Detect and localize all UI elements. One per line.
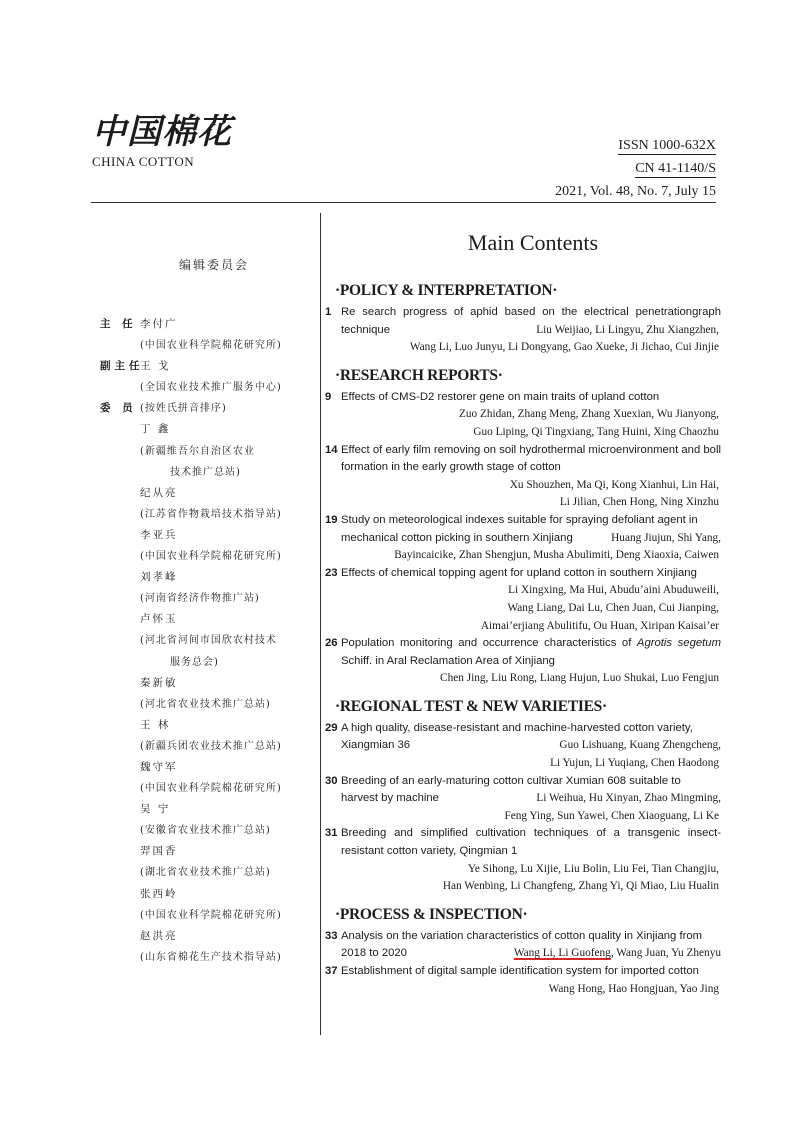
section-heading: ·PROCESS & INSPECTION·	[335, 905, 528, 923]
board-row	[100, 441, 310, 462]
board-row	[100, 546, 310, 567]
board-role	[100, 546, 140, 567]
board-row	[100, 504, 310, 525]
article-title: Breeding of an early-maturing cotton cultivar Xumian 608 suitable to	[341, 774, 681, 787]
article-title: Population monitoring and occurrence characteristics of Agrotis segetum Schiff. in Aral Reclamation Area of Xinjiang	[341, 637, 721, 667]
toc-entry[interactable]	[325, 304, 721, 357]
highlighted-authors: Wang Li, Li Guofeng	[513, 947, 611, 960]
page-number: 33	[325, 929, 338, 942]
board-member: 赵洪亮	[140, 929, 178, 942]
article-authors: Bayincaicike, Zhan Shengjun, Musha Abulimiti, Deng Xiaoxia, Caiwen	[394, 549, 719, 562]
toc-entry[interactable]	[325, 565, 721, 635]
board-row	[100, 630, 310, 651]
board-affiliation: (中国农业科学院棉花研究所)	[140, 783, 282, 795]
article-title: Effects of chemical topping agent for upland cotton in southern Xinjiang	[341, 566, 697, 579]
article-title: Effects of CMS-D2 restorer gene on main traits of upland cotton	[341, 390, 660, 403]
board-role	[100, 673, 140, 694]
board-member: 李付广	[140, 318, 178, 330]
toc-entry[interactable]	[325, 773, 721, 826]
toc-entry[interactable]	[325, 442, 721, 512]
board-member: 纪从亮	[140, 486, 178, 499]
board-affiliation: 技术推广总站)	[170, 466, 241, 478]
article-title: A high quality, disease-resistant and machine-harvested cotton variety,	[341, 721, 693, 734]
contents-title: Main Contents	[467, 230, 599, 255]
article-authors: Feng Ying, Sun Yawei, Chen Xiaoguang, Li Ke	[504, 809, 719, 822]
article-authors: Liu Weijiao, Li Lingyu, Zhu Xiangzhen,	[536, 323, 719, 336]
board-role	[100, 609, 140, 630]
board-role	[100, 588, 140, 609]
board-row	[100, 736, 310, 757]
board-row	[100, 483, 310, 504]
board-member: 丁 鑫	[140, 423, 171, 436]
article-authors: Wang Li, Luo Junyu, Li Dongyang, Gao Xueke, Ji Jichao, Cui Jinjie	[409, 341, 719, 354]
board-row	[100, 525, 310, 546]
board-list	[100, 314, 310, 968]
board-role	[100, 715, 140, 736]
board-affiliation: (中国农业科学院棉花研究所)	[140, 551, 282, 563]
board-row	[100, 673, 310, 694]
board-role	[100, 377, 140, 398]
article-authors: Chen Jing, Liu Rong, Liang Hujun, Luo Shukai, Luo Fengjun	[440, 672, 719, 685]
journal-identifiers	[555, 134, 716, 203]
board-role	[100, 905, 140, 926]
page-number: 14	[325, 443, 338, 456]
board-role: 委 员	[100, 402, 137, 415]
article-authors: Guo Liping, Qi Tingxiang, Tang Huini, Xing Chaozhu	[473, 425, 719, 438]
board-row	[100, 314, 310, 335]
board-role	[100, 504, 140, 525]
board-row	[100, 799, 310, 820]
board-row	[100, 757, 310, 778]
article-title: Study on meteorological indexes suitable for spraying defoliant agent in	[341, 513, 698, 526]
board-member: 刘孝峰	[140, 571, 178, 584]
toc-entry[interactable]	[325, 963, 721, 998]
page-number: 30	[325, 774, 338, 787]
article-title: Establishment of digital sample identification system for imported cotton	[341, 965, 699, 977]
board-member: 秦新敏	[140, 676, 178, 689]
board-affiliation: (新疆维吾尔自治区农业	[140, 445, 255, 457]
board-role	[100, 799, 140, 820]
board-row	[100, 715, 310, 736]
editorial-board	[100, 256, 310, 968]
board-affiliation: (安徽省农业技术推广总站)	[140, 825, 271, 837]
article-title-cont: Xiangmian 36 Guo Lishuang, Kuang Zhengcheng,	[325, 737, 721, 755]
board-role	[100, 567, 140, 588]
board-member: 李亚兵	[140, 528, 178, 541]
article-title: Breeding and simplified cultivation techniques of a transgenic insect-resistant cotton variety, Qingmian 1	[341, 827, 721, 858]
board-row	[100, 926, 310, 947]
board-affiliation: (中国农业科学院棉花研究所)	[140, 909, 282, 921]
section-heading: ·REGIONAL TEST & NEW VARIETIES·	[335, 697, 607, 715]
board-role	[100, 694, 140, 715]
article-authors: Zuo Zhidan, Zhang Meng, Zhang Xuexian, Wu Jianyong,	[458, 408, 719, 421]
board-affiliation: (中国农业科学院棉花研究所)	[140, 340, 282, 352]
board-member: 魏守军	[140, 760, 178, 773]
article-title: Re search progress of aphid based on the electrical penetrationgraph technique	[341, 306, 721, 336]
page-number: 31	[325, 827, 338, 840]
board-affiliation: (河北省农业技术推广总站)	[140, 698, 271, 710]
article-authors: Li Yujun, Li Yuqiang, Chen Haodong	[550, 757, 719, 770]
board-member: 卢怀玉	[140, 613, 178, 626]
main-contents	[325, 230, 721, 998]
board-role	[100, 862, 140, 883]
board-row	[100, 778, 310, 799]
board-row	[100, 356, 310, 377]
section-heading: ·POLICY & INTERPRETATION·	[335, 282, 558, 299]
article-authors: Guo Lishuang, Kuang Zhengcheng,	[559, 739, 721, 752]
board-member: 羿国香	[140, 845, 178, 858]
toc-entry[interactable]	[325, 389, 721, 442]
issue-info: 2021, Vol. 48, No. 7, July 15	[555, 184, 716, 199]
article-authors: Han Wenbing, Li Changfeng, Zhang Yi, Qi Miao, Liu Hualin	[442, 880, 719, 893]
board-affiliation: (按姓氏拼音排序)	[140, 403, 227, 415]
board-affiliation: (山东省棉花生产技术指导站)	[140, 951, 282, 963]
board-role: 副主任	[100, 360, 144, 373]
board-row	[100, 462, 310, 483]
header-divider	[91, 202, 716, 203]
board-title: 编辑委员会	[178, 258, 249, 272]
board-role	[100, 652, 140, 673]
board-role	[100, 525, 140, 546]
board-role	[100, 820, 140, 841]
board-affiliation: (湖北省农业技术推广总站)	[140, 867, 271, 879]
board-member: 王 林	[140, 718, 171, 731]
article-authors: Wang Hong, Hao Hongjuan, Yao Jing	[548, 982, 719, 995]
board-affiliation: (江苏省作物栽培技术指导站)	[140, 508, 282, 520]
board-affiliation: (河南省经济作物推广站)	[140, 593, 260, 605]
species-name: Agrotis segetum	[636, 637, 721, 650]
board-row	[100, 841, 310, 862]
board-row	[100, 884, 310, 905]
board-affiliation: 服务总会)	[170, 656, 219, 668]
board-row	[100, 609, 310, 630]
board-role	[100, 419, 140, 440]
board-role	[100, 841, 140, 862]
board-role: 主 任	[100, 318, 137, 330]
article-authors: Li Xingxing, Ma Hui, Abudu’aini Abuduweili,	[508, 584, 719, 597]
page-number: 23	[325, 566, 338, 579]
article-title-cont: 2018 to 2020 Wang Li, Li Guofeng, Wang Juan, Yu Zhenyu	[325, 945, 721, 963]
board-role	[100, 884, 140, 905]
board-row	[100, 862, 310, 883]
board-role	[100, 441, 140, 462]
article-authors: Wang Li, Li Guofeng, Wang Juan, Yu Zhenyu	[513, 947, 721, 960]
article-title-cont: harvest by machine Li Weihua, Hu Xinyan, Zhao Mingming,	[325, 790, 721, 808]
board-role	[100, 947, 140, 968]
toc-entry[interactable]	[325, 825, 721, 895]
board-row	[100, 398, 310, 419]
board-affiliation: (河北省河间市国欣农村技术	[140, 635, 277, 647]
article-authors: Huang Jiujun, Shi Yang,	[611, 531, 721, 544]
board-role	[100, 926, 140, 947]
column-divider	[320, 213, 321, 1035]
logo-chinese: 中国棉花	[92, 112, 232, 152]
section-heading: ·RESEARCH REPORTS·	[335, 366, 503, 384]
page-number: 19	[325, 513, 338, 526]
article-title: Analysis on the variation characteristics of cotton quality in Xinjiang from	[341, 929, 703, 942]
toc-entry[interactable]	[325, 720, 721, 773]
board-row	[100, 588, 310, 609]
board-row	[100, 905, 310, 926]
page-number: 29	[325, 721, 338, 734]
journal-logo	[92, 112, 252, 170]
article-title-cont: mechanical cotton picking in southern Xinjiang Huang Jiujun, Shi Yang,	[325, 530, 721, 548]
board-row	[100, 567, 310, 588]
board-row	[100, 652, 310, 673]
board-affiliation: (全国农业技术推广服务中心)	[140, 382, 282, 394]
board-affiliation: (新疆兵团农业技术推广总站)	[140, 740, 282, 752]
article-title: Effect of early film removing on soil hydrothermal microenvironment and boll formation in the early growth stage of cotton	[341, 443, 721, 474]
logo-english: CHINA COTTON	[92, 154, 195, 169]
board-role	[100, 462, 140, 483]
page-number: 9	[325, 390, 332, 403]
board-role	[100, 335, 140, 356]
board-row	[100, 335, 310, 356]
cn-number: CN 41-1140/S	[635, 161, 716, 176]
article-authors: Xu Shouzhen, Ma Qi, Kong Xianhui, Lin Hai,	[509, 478, 719, 491]
page-number: 37	[325, 965, 338, 977]
article-authors: Wang Liang, Dai Lu, Chen Juan, Cui Jianping,	[507, 601, 719, 614]
article-authors: Ye Sihong, Lu Xijie, Liu Bolin, Liu Fei, Tian Changjiu,	[467, 862, 719, 875]
article-authors: Li Weihua, Hu Xinyan, Zhao Mingming,	[536, 792, 721, 805]
toc-entry[interactable]	[325, 635, 721, 688]
board-row	[100, 419, 310, 440]
board-role	[100, 778, 140, 799]
board-member: 王 戈	[140, 360, 171, 373]
board-role	[100, 630, 140, 651]
board-role	[100, 483, 140, 504]
page-number: 26	[325, 637, 338, 650]
page-number: 1	[325, 306, 332, 318]
board-row	[100, 377, 310, 398]
board-role	[100, 757, 140, 778]
board-row	[100, 947, 310, 968]
board-row	[100, 694, 310, 715]
board-row	[100, 820, 310, 841]
board-role	[100, 736, 140, 757]
article-authors: Aimai’erjiang Abulitifu, Ou Huan, Xiripan Kaisai’er	[480, 619, 719, 632]
board-member: 吴 宁	[140, 803, 171, 816]
toc-entry[interactable]	[325, 512, 721, 565]
issn-number: ISSN 1000-632X	[618, 138, 716, 153]
article-authors: Li Jilian, Chen Hong, Ning Xinzhu	[559, 496, 719, 509]
toc-entry[interactable]	[325, 928, 721, 963]
board-member: 张西岭	[140, 887, 178, 900]
